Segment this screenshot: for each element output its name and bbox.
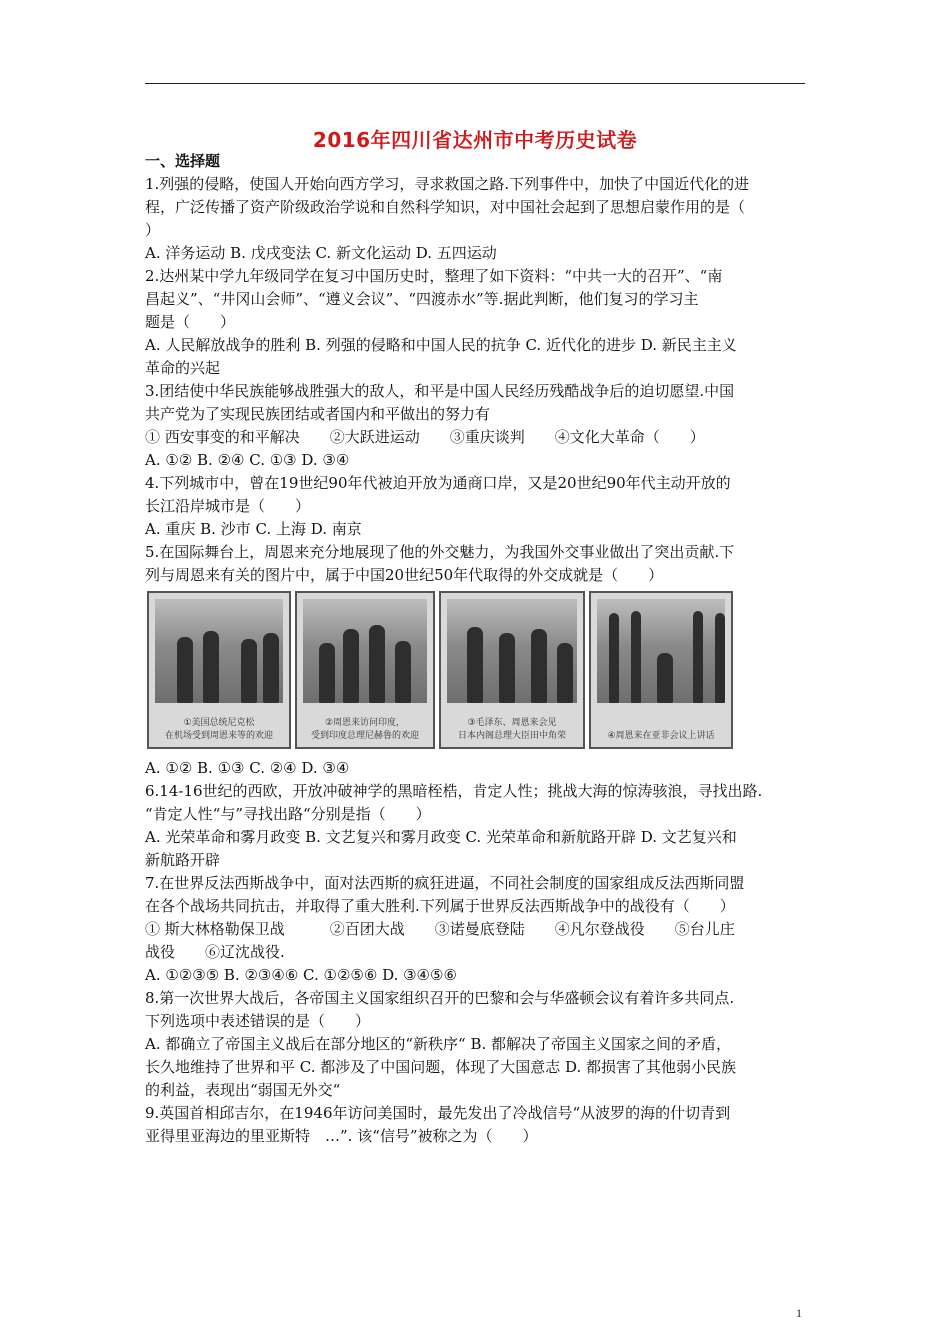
text-line: 昌起义”、“井冈山会师”、“遵义会议”、“四渡赤水”等.据此判断，他们复习的学习主 xyxy=(145,290,699,308)
text-line: 1.列强的侵略，使国人开始向西方学习，寻求救国之路.下列事件中，加快了中国近代化的进 xyxy=(145,175,750,193)
section-title: 一、选择题 xyxy=(145,152,221,170)
text-line: 下列选项中表述错误的是（ ） xyxy=(145,1012,371,1030)
text-line: 5.在国际舞台上，周恩来充分地展现了他的外交魅力，为我国外交事业做出了突出贡献.下 xyxy=(145,543,735,561)
text-line: 共产党为了实现民族团结或者国内和平做出的努力有 xyxy=(145,405,491,423)
text-line: 革命的兴起 xyxy=(145,359,221,377)
text-line: 新航路开辟 xyxy=(145,851,221,869)
text-line: A. ①② B. ①③ C. ②④ D. ③④ xyxy=(145,759,350,777)
photo-scene xyxy=(597,599,725,703)
text-line: ① 西安事变的和平解决 ②大跃进运动 ③重庆谈判 ④文化大革命（ ） xyxy=(145,428,705,446)
text-line: 程，广泛传播了资产阶级政治学说和自然科学知识，对中国社会起到了思想启蒙作用的是（ xyxy=(145,198,746,216)
exam-content xyxy=(145,150,809,1148)
text-line: A. 洋务运动 B. 戊戌变法 C. 新文化运动 D. 五四运动 xyxy=(145,244,497,262)
text-line: 长久地维持了世界和平 C. 都涉及了中国问题，体现了大国意志 D. 都损害了其他弱小民族 xyxy=(145,1058,737,1076)
page-title: 2016年四川省达州市中考历史试卷 xyxy=(312,128,638,152)
text-line: 4.下列城市中，曾在19世纪90年代被迫开放为通商口岸，又是20世纪90年代主动开放的 xyxy=(145,474,731,492)
header-rule xyxy=(145,83,805,84)
text-line: 7.在世界反法西斯战争中，面对法西斯的疯狂进逼，不同社会制度的国家组成反法西斯同盟 xyxy=(145,874,745,892)
photo-caption: ①美国总统尼克松 在机场受到周恩来等的欢迎 xyxy=(164,718,273,741)
text-line: A. 重庆 B. 沙市 C. 上海 D. 南京 xyxy=(145,520,362,538)
photo-bandung-speech xyxy=(589,591,733,749)
photo-india-visit xyxy=(295,591,435,749)
text-line: 的利益，表现出“弱国无外交“ xyxy=(145,1081,341,1099)
photo-strip xyxy=(145,591,809,755)
page-number: 1 xyxy=(796,1306,802,1320)
photo-scene xyxy=(447,599,577,703)
text-line: 亚得里亚海边的里亚斯特 …”. 该“信号”被称之为（ ） xyxy=(145,1127,538,1145)
text-line: “肯定人性“与”寻找出路“分别是指（ ） xyxy=(145,805,431,823)
questions-part-2 xyxy=(145,757,809,1148)
text-line: A. ①②③⑤ B. ②③④⑥ C. ①②⑤⑥ D. ③④⑤⑥ xyxy=(145,966,457,984)
photo-tanaka-meeting xyxy=(439,591,585,749)
photo-nixon-arrival xyxy=(147,591,291,749)
photo-caption: ③毛泽东、周恩来会见 日本内阁总理大臣田中角荣 xyxy=(457,718,566,741)
text-line: 6.14-16世纪的西欧，开放冲破神学的黑暗桎梏，肯定人性；挑战大海的惊涛骇浪，寻找出路. xyxy=(145,782,763,800)
questions-part-1 xyxy=(145,173,809,587)
photo-scene xyxy=(303,599,427,703)
text-line: 9.英国首相邱吉尔，在1946年访问美国时，最先发出了冷战信号“从波罗的海的什切青到 xyxy=(145,1104,731,1122)
text-line: 列与周恩来有关的图片中，属于中国20世纪50年代取得的外交成就是（ ） xyxy=(145,566,664,584)
text-line: 3.团结使中华民族能够战胜强大的敌人，和平是中国人民经历残酷战争后的迫切愿望.中国 xyxy=(145,382,735,400)
text-line: ① 斯大林格勒保卫战 ②百团大战 ③诺曼底登陆 ④凡尔登战役 ⑤台儿庄 xyxy=(145,920,735,938)
text-line: 战役 ⑥辽沈战役. xyxy=(145,943,285,961)
text-line: A. 光荣革命和雾月政变 B. 文艺复兴和雾月政变 C. 光荣革命和新航路开辟 D. 文艺复兴和 xyxy=(145,828,737,846)
text-line: A. 都确立了帝国主义战后在部分地区的“新秩序“ B. 都解决了帝国主义国家之间的矛盾， xyxy=(145,1035,732,1053)
text-line: A. ①② B. ②④ C. ①③ D. ③④ xyxy=(145,451,350,469)
photo-caption: ④周恩来在亚非会议上讲话 xyxy=(607,731,715,741)
photo-caption: ②周恩来访问印度， 受到印度总理尼赫鲁的欢迎 xyxy=(310,718,419,741)
text-line: 长江沿岸城市是（ ） xyxy=(145,497,311,515)
text-line: 2.达州某中学九年级同学在复习中国历史时，整理了如下资料：“中共一大的召开”、“南 xyxy=(145,267,723,285)
photo-scene xyxy=(155,599,283,703)
text-line: 在各个战场共同抗击，并取得了重大胜利.下列属于世界反法西斯战争中的战役有（ ） xyxy=(145,897,735,915)
text-line: ） xyxy=(145,221,161,239)
text-line: 题是（ ） xyxy=(145,313,236,331)
text-line: A. 人民解放战争的胜利 B. 列强的侵略和中国人民的抗争 C. 近代化的进步 D. 新民主主义 xyxy=(145,336,737,354)
text-line: 8.第一次世界大战后，各帝国主义国家组织召开的巴黎和会与华盛顿会议有着许多共同点. xyxy=(145,989,735,1007)
